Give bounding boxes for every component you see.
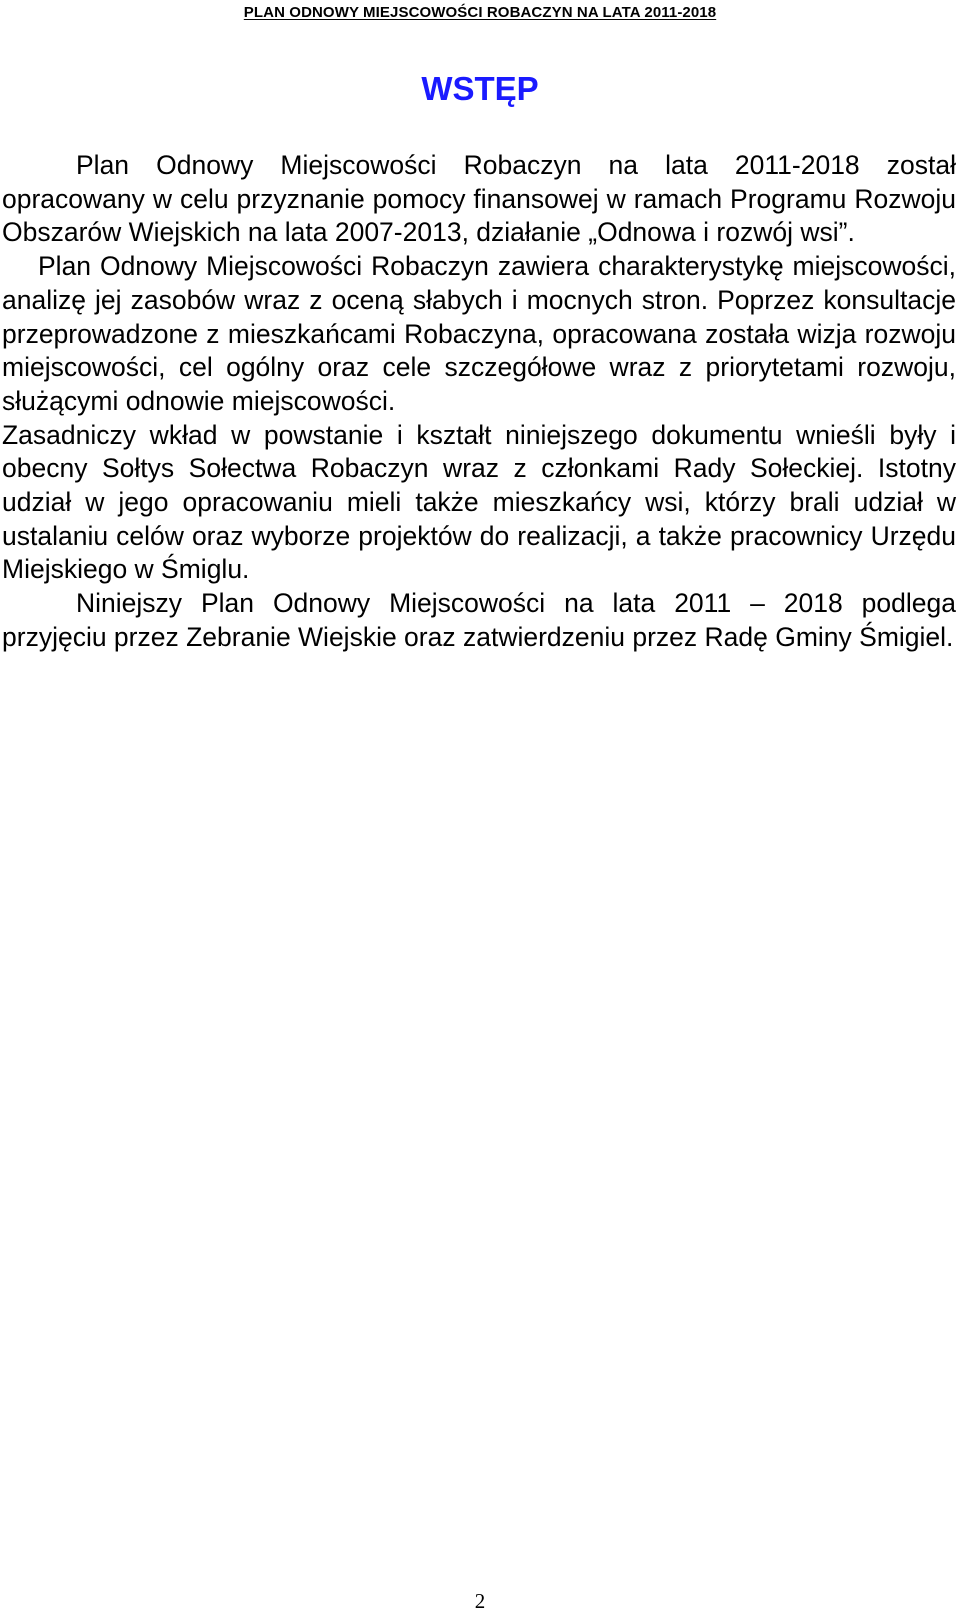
section-title: WSTĘP [421, 70, 539, 107]
paragraph-adoption: Niniejszy Plan Odnowy Miejscowości na lata 2011 – 2018 podlega przyjęciu przez Zebranie Wiejskie oraz zatwierdzeniu przez Radę Gminy Śmigiel. [2, 588, 956, 652]
paragraph-contributors: Zasadniczy wkład w powstanie i kształt niniejszego dokumentu wnieśli były i obecny Sołtys Sołectwa Robaczyn wraz z członkami Rady Sołeckiej. Istotny udział w jego opracowaniu mieli także mieszkańcy wsi, którzy brali udział w ustalaniu celów oraz wyborze projektów do realizacji, a także pracownicy Urzędu Miejskiego w Śmiglu. [2, 419, 956, 585]
page-number: 2 [474, 1589, 486, 1613]
body-text [2, 149, 956, 655]
paragraph-intro: Plan Odnowy Miejscowości Robaczyn na lata 2011-2018 został opracowany w celu przyznanie pomocy finansowej w ramach Programu Rozwoju Obszarów Wiejskich na lata 2007-2013, działanie „Odnowa i rozwój wsi”. [2, 150, 956, 248]
running-header: PLAN ODNOWY MIEJSCOWOŚCI ROBACZYN NA LATA 2011-2018 [243, 4, 717, 21]
paragraph-plan-contents: Plan Odnowy Miejscowości Robaczyn zawiera charakterystykę miejscowości, analizę jej zasobów wraz z oceną słabych i mocnych stron. Poprzez konsultacje przeprowadzone z mieszkańcami Robaczyna, opracowana została wizja rozwoju miejscowości, cel ogólny oraz cele szczegółowe wraz z priorytetami rozwoju, służącymi odnowie miejscowości. [2, 251, 956, 416]
